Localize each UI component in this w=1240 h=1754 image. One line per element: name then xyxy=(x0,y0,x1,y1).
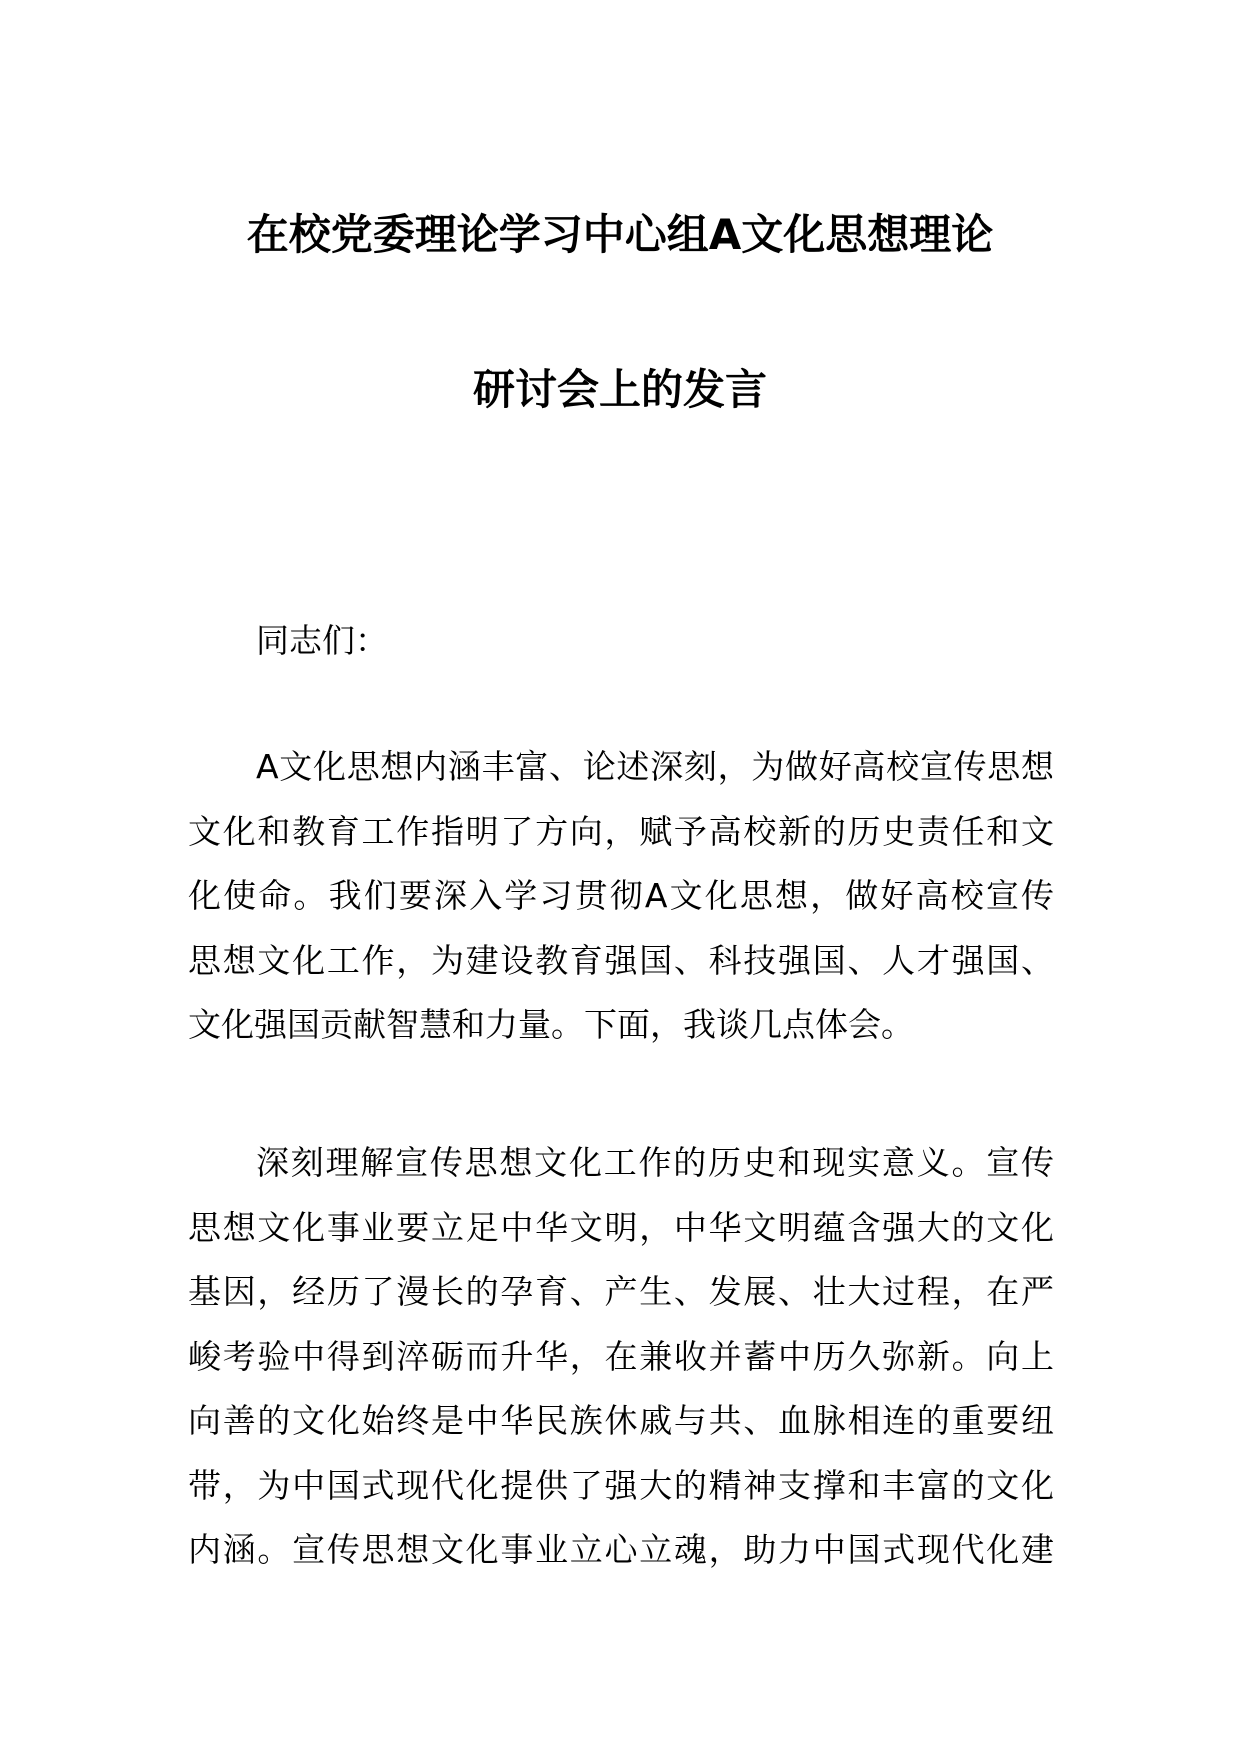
paragraph-line: 内涵。宣传思想文化事业立心立魂，助力中国式现代化建 xyxy=(188,1530,1054,1569)
document-title-line-1: 在校党委理论学习中心组A文化思想理论 xyxy=(246,210,994,259)
document-title-line-2: 研讨会上的发言 xyxy=(472,365,767,414)
paragraph-line: 峻考验中得到淬砺而升华，在兼收并蓄中历久弥新。向上 xyxy=(188,1336,1054,1376)
paragraph-2 xyxy=(188,1131,1054,1583)
paragraph-line: A文化思想内涵丰富、论述深刻，为做好高校宣传思想 xyxy=(256,747,1054,786)
paragraph-line: 思想文化事业要立足中华文明，中华文明蕴含强大的文化 xyxy=(188,1207,1054,1247)
salutation: 同志们： xyxy=(256,621,388,660)
paragraph-line: 文化强国贡献智慧和力量。下面，我谈几点体会。 xyxy=(188,1005,914,1044)
paragraph-line: 文化和教育工作指明了方向，赋予高校新的历史责任和文 xyxy=(188,811,1054,851)
paragraph-line: 思想文化工作，为建设教育强国、科技强国、人才强国、 xyxy=(188,940,1054,980)
paragraph-line: 向善的文化始终是中华民族休戚与共、血脉相连的重要纽 xyxy=(188,1401,1054,1440)
paragraph-line: 化使命。我们要深入学习贯彻A文化思想，做好高校宣传 xyxy=(188,876,1054,915)
paragraph-line: 基因，经历了漫长的孕育、产生、发展、壮大过程，在严 xyxy=(188,1272,1054,1311)
paragraph-line: 带，为中国式现代化提供了强大的精神支撑和丰富的文化 xyxy=(188,1465,1054,1505)
paragraph-line: 深刻理解宣传思想文化工作的历史和现实意义。宣传 xyxy=(256,1143,1054,1182)
paragraph-1 xyxy=(188,735,1054,1058)
